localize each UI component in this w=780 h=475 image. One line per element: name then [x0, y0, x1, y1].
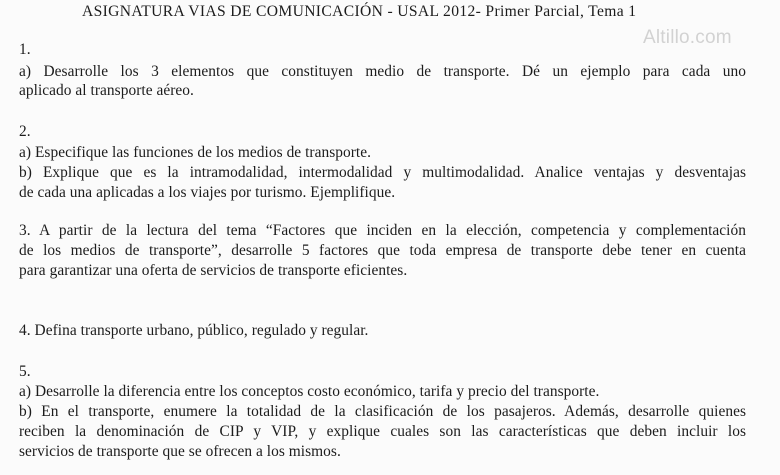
page-title: ASIGNATURA VIAS DE COMUNICACIÓN - USAL 2012- Primer Parcial, Tema 1 [82, 3, 637, 20]
question-2-number: 2. [19, 123, 31, 140]
question-1-part-a-cont: aplicado al transporte aéreo. [19, 82, 194, 99]
watermark-logo: Altillo.com [643, 27, 732, 48]
question-2-part-b-cont: de cada una aplicadas a los viajes por turismo. Ejemplifique. [19, 184, 396, 201]
question-1-number: 1. [19, 41, 31, 58]
question-5-part-a: a) Desarrolle la diferencia entre los conceptos costo económico, tarifa y precio del transporte. [19, 383, 600, 400]
question-4: 4. Defina transporte urbano, público, regulado y regular. [19, 322, 369, 339]
question-1-part-a: a) Desarrolle los 3 elementos que constituyen medio de transporte. Dé un ejemplo para cada uno [19, 63, 746, 80]
question-3-line-1: 3. A partir de la lectura del tema “Factores que inciden en la elección, competencia y complementación [19, 222, 746, 239]
question-5-part-b-cont-1: reciben la denominación de CIP y VIP, y explique cuales son las características que deben incluir los [19, 423, 746, 440]
question-3-line-2: de los medios de transporte”, desarrolle 5 factores que toda empresa de transporte debe tener en cuenta [19, 242, 746, 259]
question-5-part-b: b) En el transporte, enumere la totalidad de la clasificación de los pasajeros. Además, desarrolle quienes [19, 403, 746, 420]
question-5-number: 5. [19, 363, 31, 380]
question-2-part-a: a) Especifique las funciones de los medios de transporte. [19, 144, 372, 161]
question-3-line-3: para garantizar una oferta de servicios de transporte eficientes. [19, 262, 408, 279]
question-2-part-b: b) Explique que es la intramodalidad, intermodalidad y multimodalidad. Analice ventajas y desventajas [19, 164, 746, 181]
question-5-part-b-cont-2: servicios de transporte que se ofrecen a los mismos. [19, 443, 341, 460]
